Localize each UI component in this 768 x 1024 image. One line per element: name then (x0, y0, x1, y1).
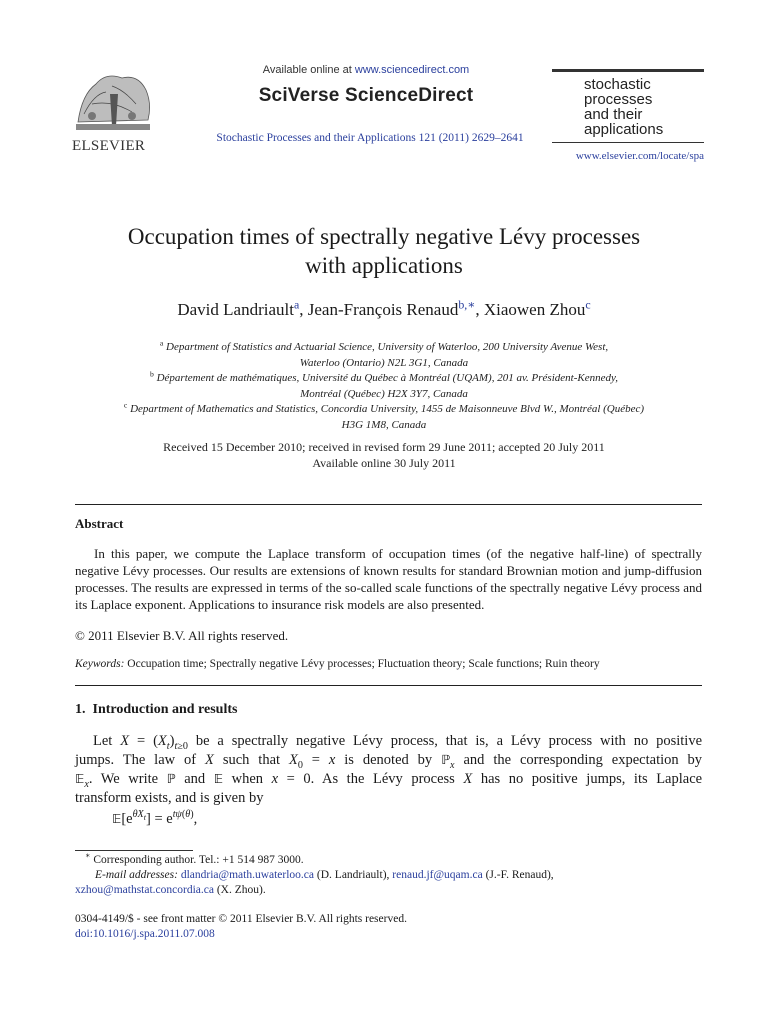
keywords-line (75, 658, 702, 670)
journal-cover-box (552, 69, 704, 143)
affiliation-a (60, 340, 708, 356)
affiliation-b-line2: Montréal (Québec) H2X 3Y7, Canada (300, 387, 468, 400)
author-3-marks[interactable]: c (585, 297, 591, 312)
sciencedirect-link[interactable]: www.sciencedirect.com (354, 64, 470, 76)
abstract-top-rule (75, 504, 702, 505)
doi-link[interactable]: doi:10.1016/j.spa.2011.07.008 (75, 928, 215, 940)
intro-jumps: jumps. The law of (75, 752, 197, 768)
front-matter (75, 912, 702, 942)
abstract-body (75, 545, 702, 613)
intro-line-3: 𝔼$_x$. We write ℙ and 𝔼 when x = 0. As the Lévy process X has no positive jumps, its Laplace (75, 771, 703, 790)
email-2-owner: (J.-F. Renaud), (485, 869, 554, 881)
laplace-equation: $𝔼[e^{\theta X_t}] = e^{t\psi(\theta)}$, (112, 809, 198, 827)
math-x-def: X (120, 733, 130, 749)
intro-and-2: and (184, 771, 206, 787)
abstract-heading: Abstract (75, 516, 124, 531)
affiliation-c-mark: c (123, 400, 128, 410)
intro-and: and the corresponding expectation by (463, 752, 703, 768)
author-list: David Landriault$^a$, Jean-François Renaud$^{b,∗}$, Xiaowen Zhou$^c$ (177, 297, 591, 319)
affiliation-c (60, 402, 708, 418)
intro-line-2: jumps. The law of X such that $X_0 = x$ is denoted by ℙ$_x$ and the corresponding expectation by (75, 752, 703, 771)
article-title (40, 222, 728, 280)
intro-when: when (231, 771, 264, 787)
author-1: David Landriault (177, 300, 294, 319)
author-2: Jean-François Renaud (307, 300, 459, 319)
section-1-paragraph (75, 732, 702, 829)
author-3: Xiaowen Zhou (483, 300, 586, 319)
issn-line: 0304-4149/$ - see front matter © 2011 Elsevier B.V. All rights reserved. (75, 913, 407, 925)
intro-line-1: Let $X = (X_t)_{t\ge 0}$ be a spectrally negative Lévy process, that is, a Lévy process with no positive (93, 733, 703, 752)
email-3-link[interactable]: xzhou@mathstat.concordia.ca (75, 884, 214, 896)
intro-be: be a spectrally negative Lévy process, that is, a Lévy process with no positive (195, 733, 703, 749)
email-1-owner: (D. Landriault), (316, 869, 390, 881)
affiliation-a-line1: Department of Statistics and Actuarial Science, University of Waterloo, 200 University Avenue West, (166, 341, 609, 353)
journal-citation[interactable]: Stochastic Processes and their Applications 121 (2011) 2629–2641 (216, 132, 524, 144)
abstract-text: In this paper, we compute the Laplace transform of occupation times (of the negative half-line) of spectrally negative Lévy processes. Our results are extensions of known results for standard Brownian motion and jump-diffusion processes. The results are expressed in terms of the so-called scale functions of the spectrally negative Lévy process and its Laplace exponent. Applications to insurance risk models are also presented. (75, 546, 702, 612)
affiliations (60, 340, 708, 433)
keywords-list: Occupation time; Spectrally negative Lévy processes; Fluctuation theory; Scale functions; Ruin theory (127, 658, 600, 670)
section-1-heading: 1. Introduction and results (75, 702, 238, 717)
journal-cover-line-3: and their (584, 106, 643, 123)
title-line-2: with applications (305, 253, 463, 278)
intro-denoted: is denoted by (344, 752, 433, 768)
email-note (75, 868, 702, 883)
received-line: Received 15 December 2010; received in revised form 29 June 2011; accepted 20 July 2011 (163, 440, 605, 454)
keywords-label: Keywords: (75, 658, 125, 670)
author-2-marks[interactable]: b,∗ (458, 297, 476, 312)
abstract-copyright: © 2011 Elsevier B.V. All rights reserved. (75, 628, 289, 643)
elsevier-logo (72, 64, 154, 154)
dates (60, 439, 708, 471)
affiliation-a-line2: Waterloo (Ontario) N2L 3G1, Canada (299, 356, 469, 369)
footnote-rule (75, 850, 193, 851)
journal-cover-line-2: processes (584, 91, 653, 108)
intro-line-4: transform exists, and is given by (75, 790, 264, 806)
affiliation-a-mark: a (159, 338, 164, 348)
journal-cover-line-1: stochastic (584, 76, 651, 93)
available-online-prefix: Available online at (262, 64, 355, 76)
affiliation-b-line1: Département de mathématiques, Université du Québec à Montréal (UQAM), 201 av. Président-Kennedy, (156, 372, 618, 384)
elsevier-tree-icon (72, 64, 154, 134)
intro-such: such that (222, 752, 281, 768)
abstract-bottom-rule (75, 685, 702, 686)
intro-as: . As the Lévy process (310, 771, 455, 787)
journal-url[interactable]: www.elsevier.com/locate/spa (575, 150, 704, 162)
email-3-owner: (X. Zhou). (216, 884, 266, 896)
corresponding-author-note: ∗ Corresponding author. Tel.: +1 514 987 3000. (85, 851, 304, 866)
email-1-link[interactable]: dlandria@math.uwaterloo.ca (180, 869, 315, 881)
affiliation-b (60, 371, 708, 387)
publisher-name: ELSEVIER (72, 138, 146, 154)
email-note-cont (75, 883, 702, 898)
intro-we-write: . We write (88, 771, 159, 787)
affiliation-b-mark: b (150, 369, 154, 379)
email-2-link[interactable]: renaud.jf@uqam.ca (392, 869, 483, 881)
affiliation-c-line2: H3G 1M8, Canada (341, 418, 427, 431)
journal-cover-line-4: applications (584, 121, 664, 138)
available-online-date: Available online 30 July 2011 (312, 456, 456, 470)
intro-has: has no positive jumps, its Laplace (480, 771, 703, 787)
author-1-marks[interactable]: a (293, 297, 300, 312)
available-online-line (216, 64, 516, 76)
footnotes (75, 853, 702, 898)
affiliation-c-line1: Department of Mathematics and Statistics, Concordia University, 1455 de Maisonneuve Blvd W., Montréal (Québec) (130, 403, 645, 415)
title-line-1: Occupation times of spectrally negative Lévy processes (127, 224, 641, 249)
email-label: E-mail addresses: (95, 869, 178, 881)
sciverse-brand: SciVerse ScienceDirect (258, 85, 474, 106)
corresponding-text: Corresponding author. Tel.: +1 514 987 3000. (93, 854, 304, 866)
intro-let: Let (93, 733, 113, 749)
